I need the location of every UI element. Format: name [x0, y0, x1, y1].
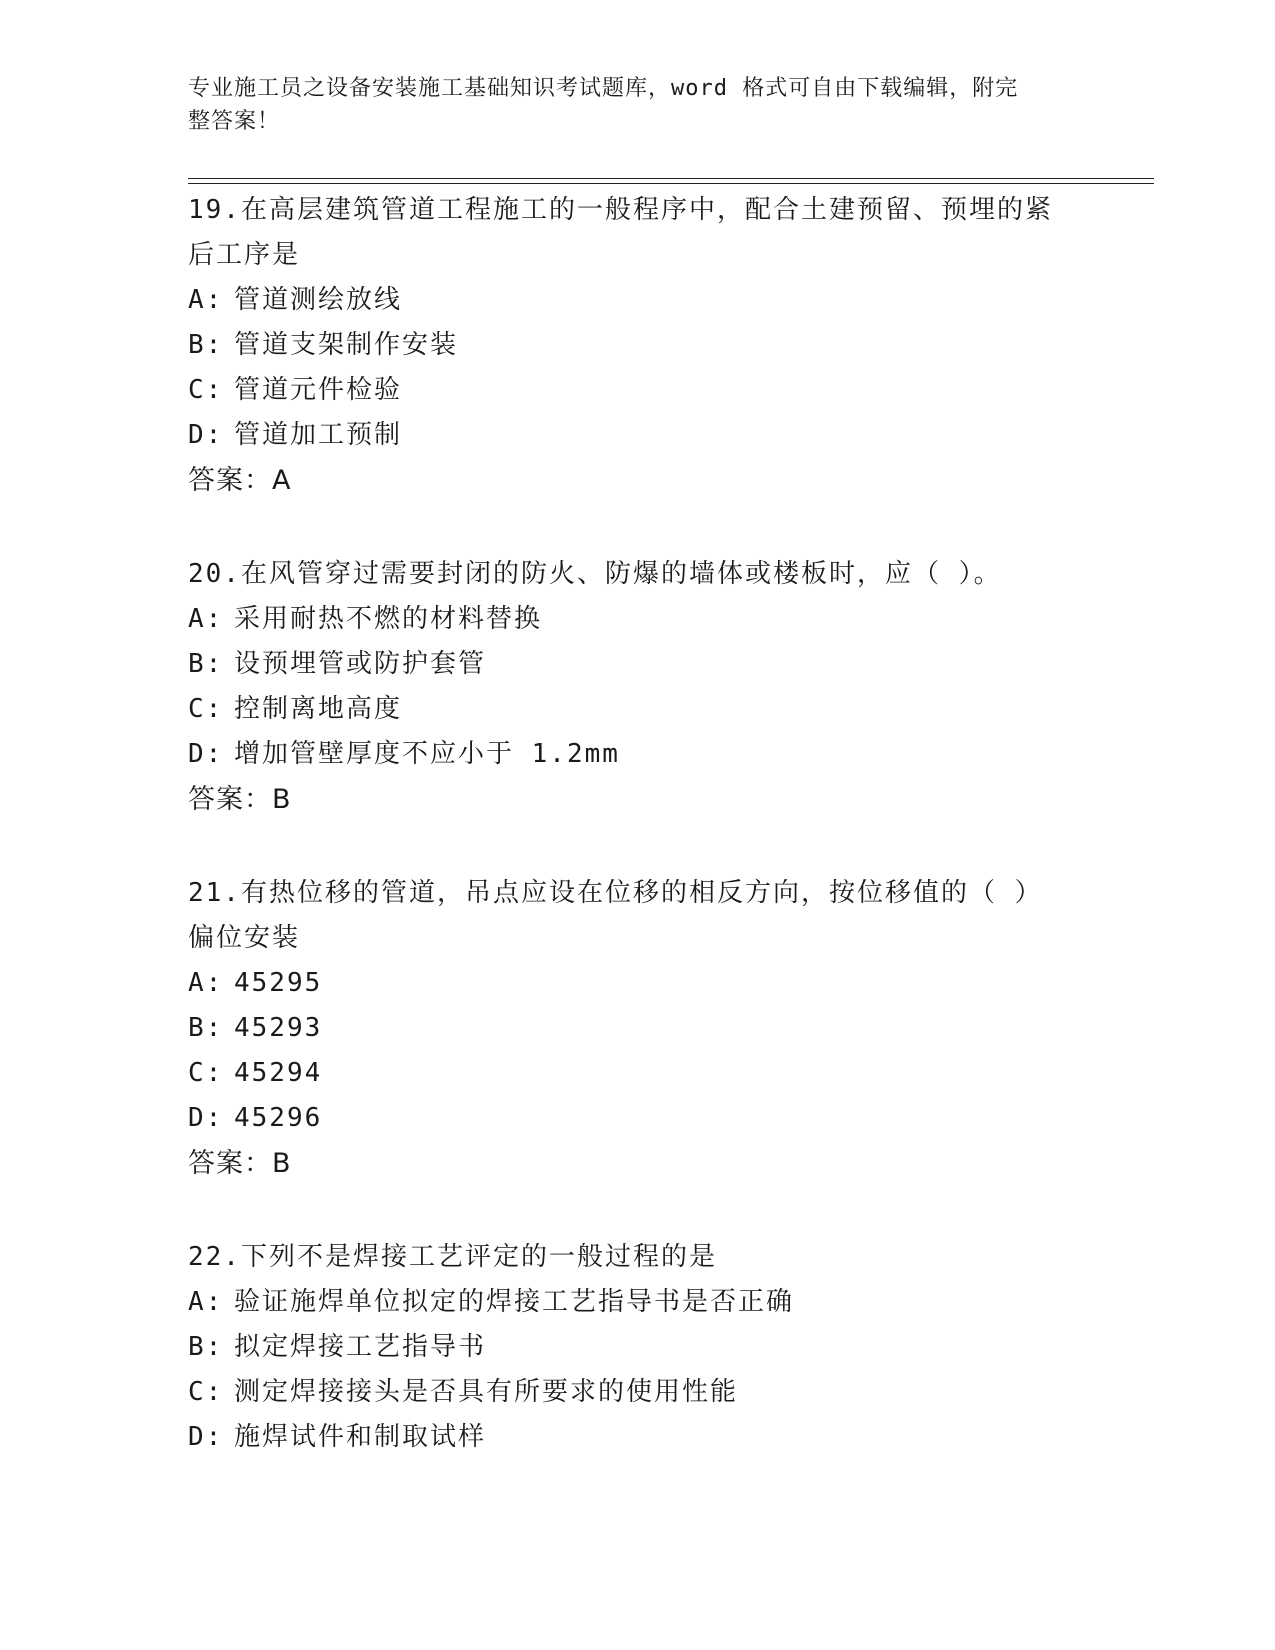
option-d	[188, 1415, 1088, 1460]
answer-value: B	[272, 1148, 292, 1179]
question-text	[188, 1235, 1088, 1280]
answer-line	[188, 458, 1088, 504]
option-d	[188, 732, 1088, 777]
option-text: 拟定焊接工艺指导书	[234, 1332, 487, 1362]
question-number: 22.	[188, 1242, 241, 1272]
option-a	[188, 597, 1088, 642]
option-letter: A:	[188, 285, 224, 315]
option-letter: A:	[188, 604, 224, 634]
question-list	[188, 188, 1088, 1508]
answer-label: 答案：	[188, 1148, 272, 1179]
question-22	[188, 1235, 1088, 1460]
option-d	[188, 1096, 1088, 1141]
option-letter: A:	[188, 1287, 224, 1317]
option-a	[188, 961, 1088, 1006]
option-text: 管道测绘放线	[234, 285, 403, 315]
option-a	[188, 278, 1088, 323]
option-text: 增加管壁厚度不应小于 1.2mm	[234, 739, 620, 769]
option-letter: C:	[188, 1377, 224, 1407]
question-text	[188, 871, 1088, 916]
question-text-line-1: 在高层建筑管道工程施工的一般程序中，配合土建预留、预埋的紧	[240, 195, 1053, 225]
option-a	[188, 1280, 1088, 1325]
option-letter: C:	[188, 375, 224, 405]
option-letter: B:	[188, 1332, 224, 1362]
option-letter: D:	[188, 1422, 224, 1452]
option-letter: C:	[188, 694, 224, 724]
answer-value: B	[272, 784, 292, 815]
option-text: 管道元件检验	[234, 375, 403, 405]
option-text: 施焊试件和制取试样	[234, 1422, 487, 1452]
question-number: 21.	[188, 878, 241, 908]
option-text: 设预埋管或防护套管	[234, 649, 487, 679]
option-letter: D:	[188, 420, 224, 450]
question-number: 19.	[188, 195, 241, 225]
option-text: 管道支架制作安装	[234, 330, 459, 360]
option-letter: D:	[188, 1103, 224, 1133]
answer-value: A	[272, 465, 292, 496]
option-text: 测定焊接接头是否具有所要求的使用性能	[234, 1377, 739, 1407]
question-text-line-2: 偏位安装	[188, 923, 301, 953]
header-divider-bottom	[188, 183, 1154, 184]
answer-label: 答案：	[188, 784, 272, 815]
question-19	[188, 188, 1088, 504]
option-c	[188, 687, 1088, 732]
header-divider-top	[188, 178, 1154, 179]
option-text: 45294	[234, 1058, 323, 1088]
option-text: 45293	[234, 1013, 323, 1043]
option-letter: D:	[188, 739, 224, 769]
header-line-1: 专业施工员之设备安装施工基础知识考试题库，word 格式可自由下载编辑，附完	[188, 76, 1019, 101]
option-letter: A:	[188, 968, 224, 998]
option-text: 采用耐热不燃的材料替换	[234, 604, 543, 634]
option-letter: B:	[188, 649, 224, 679]
option-c	[188, 1051, 1088, 1096]
option-c	[188, 368, 1088, 413]
question-text-line-1: 有热位移的管道，吊点应设在位移的相反方向，按位移值的（ ）	[240, 878, 1043, 908]
option-letter: B:	[188, 330, 224, 360]
option-b	[188, 642, 1088, 687]
option-text: 管道加工预制	[234, 420, 403, 450]
question-21	[188, 871, 1088, 1187]
option-text: 验证施焊单位拟定的焊接工艺指导书是否正确	[234, 1287, 795, 1317]
answer-line	[188, 1141, 1088, 1187]
option-b	[188, 1006, 1088, 1051]
option-letter: C:	[188, 1058, 224, 1088]
question-text	[188, 552, 1088, 597]
option-text: 控制离地高度	[234, 694, 403, 724]
option-letter: B:	[188, 1013, 224, 1043]
option-text: 45296	[234, 1103, 323, 1133]
option-c	[188, 1370, 1088, 1415]
answer-label: 答案：	[188, 465, 272, 496]
option-text: 45295	[234, 968, 323, 998]
header-line-2: 整答案！	[188, 109, 281, 134]
option-d	[188, 413, 1088, 458]
question-number: 20.	[188, 559, 241, 589]
question-text-line-1: 下列不是焊接工艺评定的一般过程的是	[240, 1242, 717, 1272]
document-header	[188, 72, 1068, 138]
question-text	[188, 188, 1088, 233]
question-20	[188, 552, 1088, 823]
option-b	[188, 1325, 1088, 1370]
question-text-line-2: 后工序是	[188, 240, 301, 270]
option-b	[188, 323, 1088, 368]
answer-line	[188, 777, 1088, 823]
question-text-line-1: 在风管穿过需要封闭的防火、防爆的墙体或楼板时，应（ ）。	[240, 559, 1002, 589]
